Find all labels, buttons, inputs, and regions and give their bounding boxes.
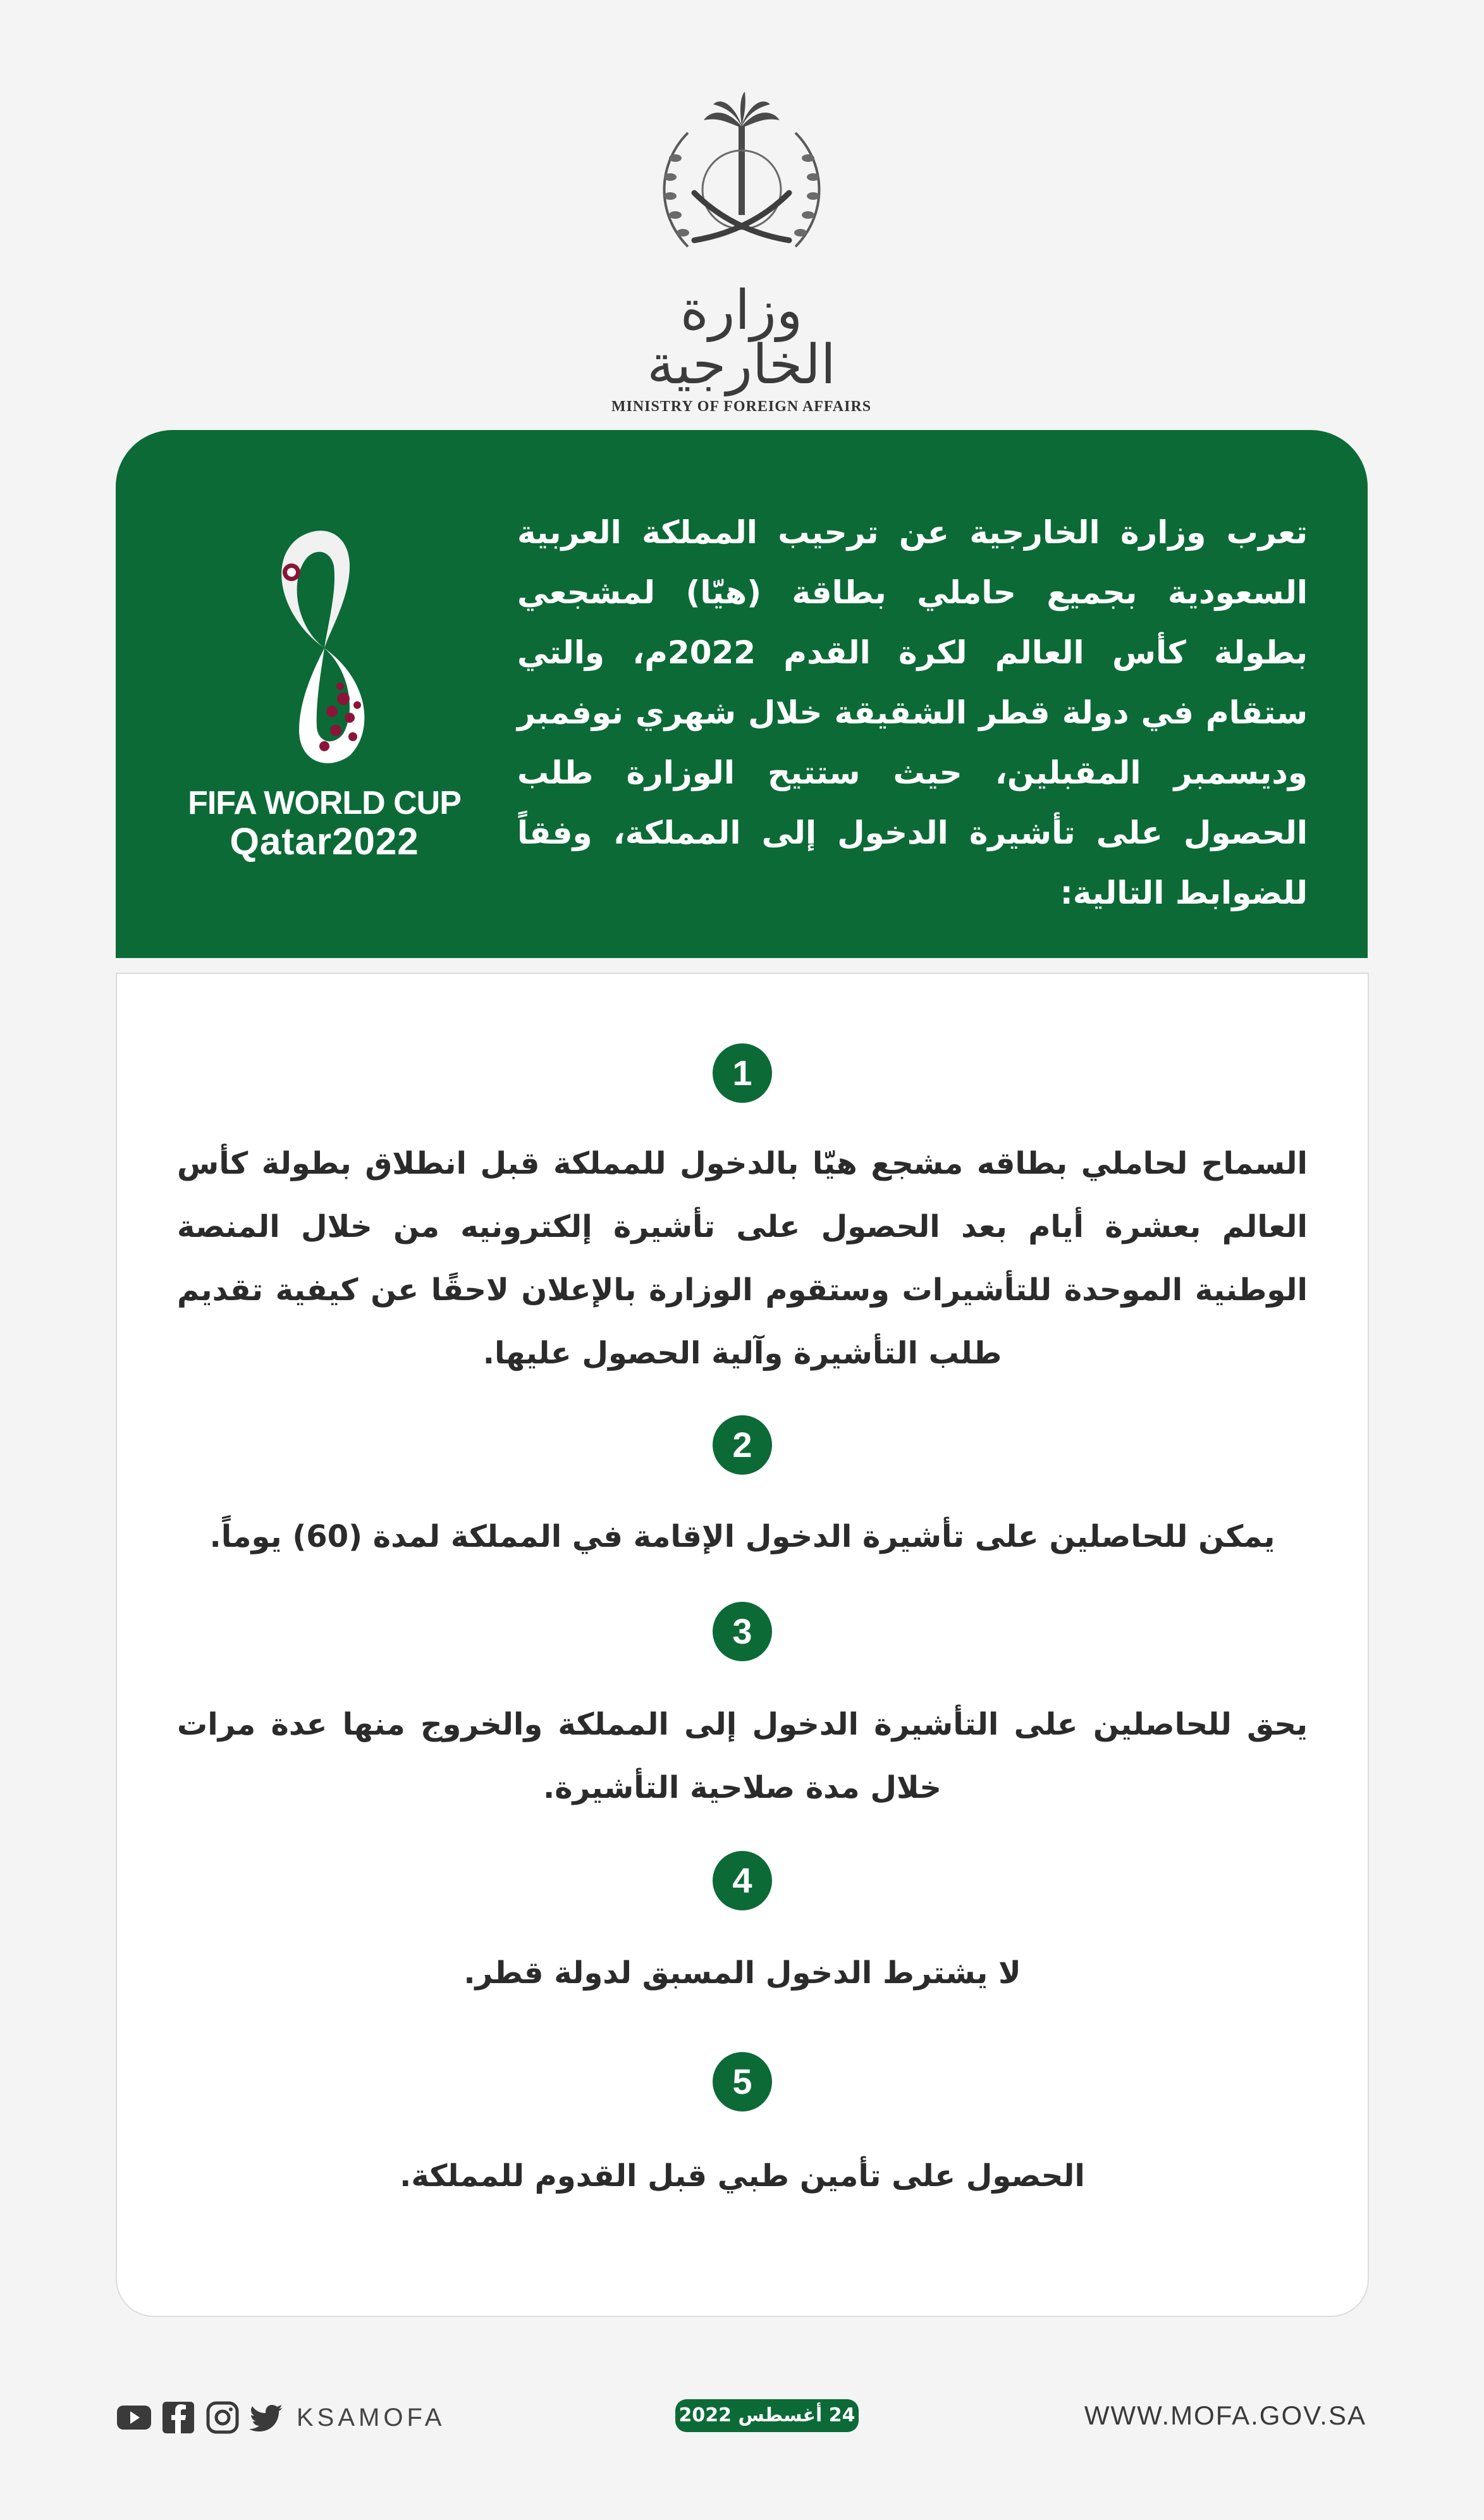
conditions-card xyxy=(116,973,1369,2317)
social-links xyxy=(116,2399,445,2436)
condition-text: لا يشترط الدخول المسبق لدولة قطر. xyxy=(463,1955,1021,1991)
ministry-logo xyxy=(604,89,879,415)
youtube-icon[interactable] xyxy=(116,2399,152,2436)
condition-text: السماح لحاملي بطاقه مشجع هيّا بالدخول للمملكة قبل انطلاق بطولة كأس العالم بعشرة أيام بعد الحصول على تأشيرة إلكترونيه من خلال المنصة الوطنية الموحدة للتأشيرات وستقوم الوزارة بالإعلان لاحقًا عن كيفية تقديم طلب التأشيرة وآلية الحصول عليها. xyxy=(177,1146,1308,1371)
condition-text: الحصول على تأمين طبي قبل القدوم للمملكة. xyxy=(400,2158,1085,2194)
condition-text: يحق للحاصلين على التأشيرة الدخول إلى المملكة والخروج منها عدة مرات خلال مدة صلاحية التأشيرة. xyxy=(177,1707,1308,1805)
item-number-badge: 1 xyxy=(713,1043,772,1103)
item-number-badge: 4 xyxy=(713,1851,772,1910)
item-number-badge: 5 xyxy=(713,2052,772,2111)
fifa-world-cup-logo xyxy=(176,522,473,863)
instagram-icon[interactable] xyxy=(204,2399,241,2436)
facebook-icon[interactable] xyxy=(160,2399,197,2436)
condition-text: يمكن للحاصلين على تأشيرة الدخول الإقامة في المملكة لمدة (60) يوماً. xyxy=(209,1519,1275,1554)
social-handle: KSAMOFA xyxy=(297,2403,446,2431)
world-cup-emblem-icon xyxy=(255,522,394,768)
ministry-name-arabic: وزارة الخارجية xyxy=(647,279,836,396)
palm-swords-emblem-icon xyxy=(650,89,833,278)
fifa-logo-line1: FIFA WORLD CUP xyxy=(188,785,461,821)
item-number-badge: 2 xyxy=(713,1415,772,1475)
website-link[interactable]: WWW.MOFA.GOV.SA xyxy=(1084,2400,1366,2430)
footer xyxy=(116,2395,1366,2440)
publish-date-badge: 24 أغسطس 2022 xyxy=(675,2399,859,2432)
intro-card xyxy=(116,430,1368,958)
twitter-icon[interactable] xyxy=(248,2399,285,2436)
item-number-badge: 3 xyxy=(713,1602,772,1661)
fifa-logo-line2: Qatar2022 xyxy=(230,820,419,863)
intro-paragraph: تعرب وزارة الخارجية عن ترحيب المملكة العربية السعودية بجميع حاملي بطاقة (هيّا) لمشجعي بطولة كأس العالم لكرة القدم 2022م، والتي ستقام في دولة قطر الشقيقة خلال شهري نوفمبر وديسمبر المقبلين، حيث ستتيح الوزارة طلب الحصول على تأشيرة الدخول إلى المملكة، وفقاً للضوابط التالية: xyxy=(517,514,1308,911)
ministry-name-english: MINISTRY OF FOREIGN AFFAIRS xyxy=(611,398,872,415)
